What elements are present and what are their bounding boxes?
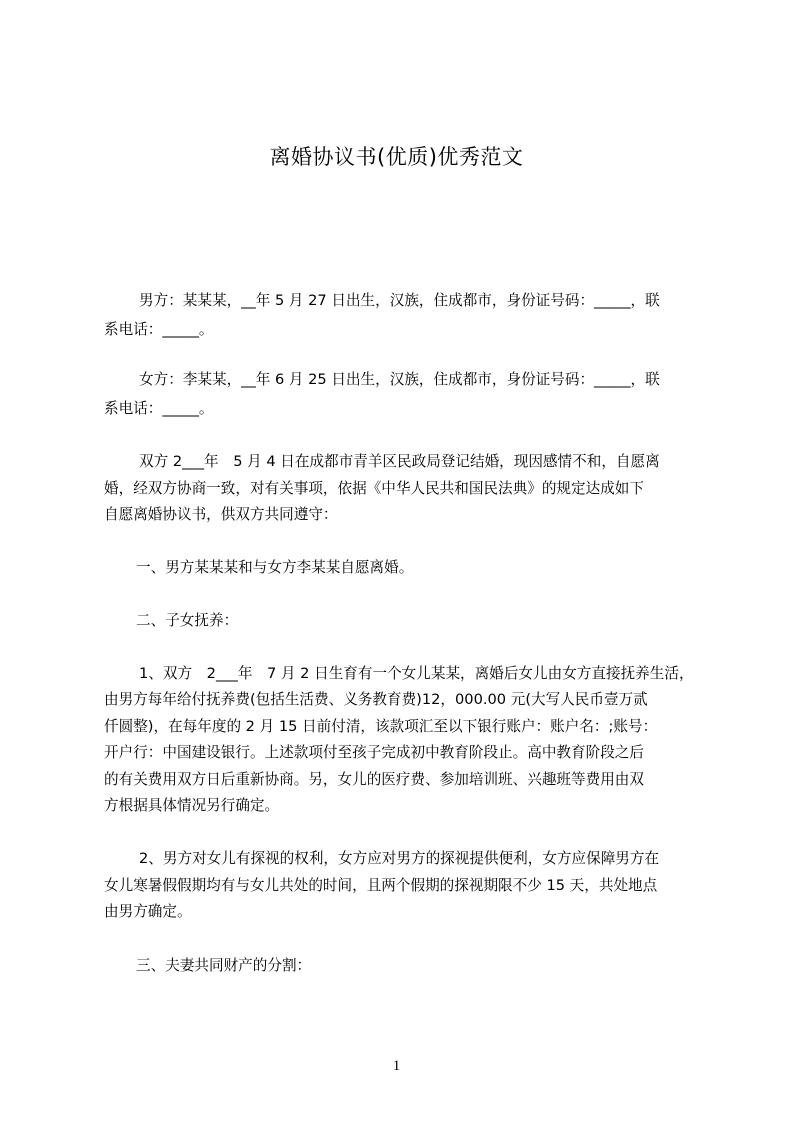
paragraph-line: 婚，经双方协商一致，对有关事项，依据《中华人民共和国民法典》的规定达成如下 (104, 480, 644, 497)
paragraph-line: 系电话：_____。 (104, 321, 214, 338)
paragraph-line: 的有关费用双方日后重新协商。另，女儿的医疗费、参加培训班、兴趣班等费用由双 (104, 771, 644, 788)
paragraph-line: 男方：某某某，__年 5 月 27 日出生，汉族，住成都市，身份证号码：_____，联 (139, 292, 660, 309)
paragraph-line: 1、双方 2___年 7 月 2 日生育有一个女儿某某，离婚后女儿由女方直接抚养生活， (139, 665, 694, 682)
paragraph-line: 女方：李某某，__年 6 月 25 日出生，汉族，住成都市，身份证号码：_____，联 (139, 371, 660, 388)
paragraph-line: 仟圆整)，在每年度的 2 月 15 日前付清，该款项汇至以下银行账户：账户名：;账号： (104, 718, 658, 735)
paragraph-line: 双方 2___年 5 月 4 日在成都市青羊区民政局登记结婚，现因感情不和，自愿离 (139, 453, 660, 470)
paragraph-line: 系电话：_____。 (104, 400, 214, 417)
page-number: 1 (392, 1058, 401, 1074)
section-heading: 一、男方某某某和与女方李某某自愿离婚。 (136, 559, 414, 576)
section-heading: 二、子女抚养： (136, 612, 239, 629)
paragraph-line: 自愿离婚协议书，供双方共同遵守： (104, 506, 338, 523)
section-heading: 三、夫妻共同财产的分割： (136, 957, 312, 974)
paragraph-line: 方根据具体情况另行确定。 (104, 797, 280, 814)
paragraph-line: 由男方确定。 (104, 903, 192, 920)
paragraph-line: 2、男方对女儿有探视的权利，女方应对男方的探视提供便利，女方应保障男方在 (139, 850, 660, 867)
paragraph-line: 女儿寒暑假假期均有与女儿共处的时间，且两个假期的探视期限不少 15 天，共处地点 (104, 877, 658, 894)
paragraph-line: 由男方每年给付抚养费(包括生活费、义务教育费)12，000.00 元(大写人民币壹万贰 (104, 691, 648, 708)
paragraph-line: 开户行：中国建设银行。上述款项付至孩子完成初中教育阶段止。高中教育阶段之后 (104, 744, 644, 761)
page-title: 离婚协议书(优质)优秀范文 (269, 145, 524, 169)
